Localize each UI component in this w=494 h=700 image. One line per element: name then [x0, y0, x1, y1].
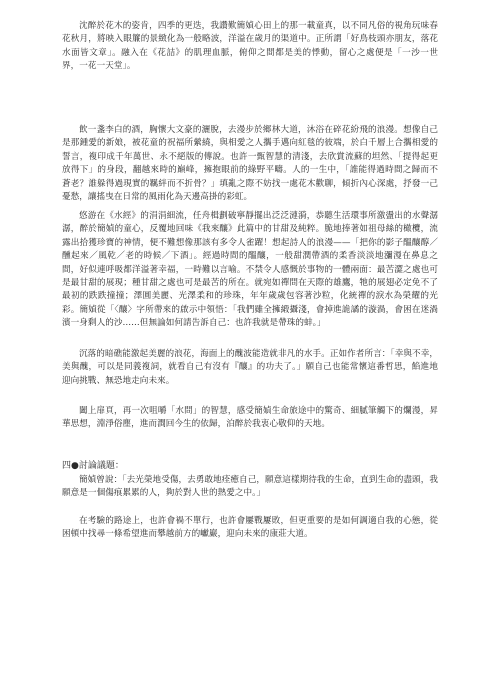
- paragraph-quote: 簡媜曾說：「去光榮地受傷，去勇敢地痊癒自己，願意這樣期待我的生命，直到生命的盡頭，我願意是一個傷痕累累的人，夠於對人世的熱愛之中。」: [62, 475, 438, 499]
- paragraph-closing-reflection: 闔上扉頁，再一次咀嚼「水問」的智慧，感受簡媜生命旅途中的驚奇、細膩筆觸下的爛漫，昇華思想，淵淨俗塵，進而澗回今生的依歸，泊醉於我衷心敬仰的天地。: [62, 406, 438, 430]
- paragraph-wine-stroll: 飲一盞李白的酒，胸懷大文豪的灑脫，去漫步於鄉林大道，沐浴在碎花紛飛的浪漫。想像自己是那鍾愛的新娘，被花童的祝福所縈繞，與相愛之人攜手邁向紅毯的彼端，於白千層上合攜相愛的誓言，複印成千年萬世、永不絕版的傳說。也許一甄智慧的清淺，去欣賞流蘇的坦然、「提得起更放得下」的身段，翻越來時的巔峰，擁抱眼前的綠野平疇。人的一生中，「誰能得過時間之歸而不蒼老？誰躲得過現實的羈絆而不折骨？」填亂之際不妨找一處花木歡聊，傾折內心深處，抒發一己憂愁，讓搖曳在日常的風雨化為天邊高掛的彩虹。: [62, 125, 438, 203]
- section-heading-discussion: 四●討論議題：: [62, 461, 124, 471]
- paragraph-conclusion: 在考驗的路途上，也許會禍不單行，也許會屢戰屢敗，但更重要的是如何調適自我的心態，從困頓中找尋一條希望進而攀越前方的巘巖，迎向未來的康莊大道。: [62, 516, 438, 540]
- paragraph-flowers: 沈醉於花木的姿肯，四季的更迭，我讚歎簡媜心田上的那一載童真，以不同凡俗的視角玩味春花秋月，將映入眼簾的景緻化為一般略波，洋溢在歲月的渠道中。正所謂「好鳥枝頭亦朋友，落花水面皆文章」。融入在《花詰》的肌理血脈，俯仰之間都是美的悸動，留心之處便是「一沙一世界，一花一天堂」。: [62, 21, 438, 72]
- paragraph-reef: 沉落的暗礁能激起美麗的浪花，海面上的醜波能造就非凡的水手。正如作者所言：「幸與不幸，美與醜，可以是同義複詞，就看自己有沒有『釀』的功夫了。」願自己也能常懷這番哲思，餡進地迎向挑戰、無恐地走向未來。: [62, 349, 438, 386]
- paragraph-water-classic: 悠游在《水經》的涓涓細流，任舟楫劃破寧靜擺出泛泛漣漪，恭聽生活環事所激盪出的水聲潺潺，醉於簡媜的童心，反覆地回味《我來釀》此篇中的甘甜及純粹。脆地捧著如祖母絲的橄欖，流露出拾獲珍寶的神情，便不難想像那該有多令人雀躍！想起詩人的浪漫——「把你的影子醞釀醇／醺起來／風乾／老的時候／下酒」。經過時間的醞釀，一般甜潤帶酒的柔香淡淡地瀰漫在鼻息之間，好似連呼吸都洋溢著幸福，一時難以言喻。不禁令人感慨於事物的一體兩面：最苦澀之處也可是最甘甜的展現；種甘甜之處也可是最苦的所在。就宛如禪問在天際的雄鷹，牠的展翅必定免不了最初的跌跌撞撞；澤圓美麗、光澤柔和的珍珠，年年歲歲包容著沙粒，化統禪的淚水為榮耀的光彩。簡媜從「〈釀〉字所帶來的啟示中領悟：「我們雖全擁緞攝淺，會掉進詭譎的漩渦，會困在迷渦濱一身剩人的沙……但無論如何請告訴自己：也許我就是帶珠的蚌。」: [62, 211, 438, 329]
